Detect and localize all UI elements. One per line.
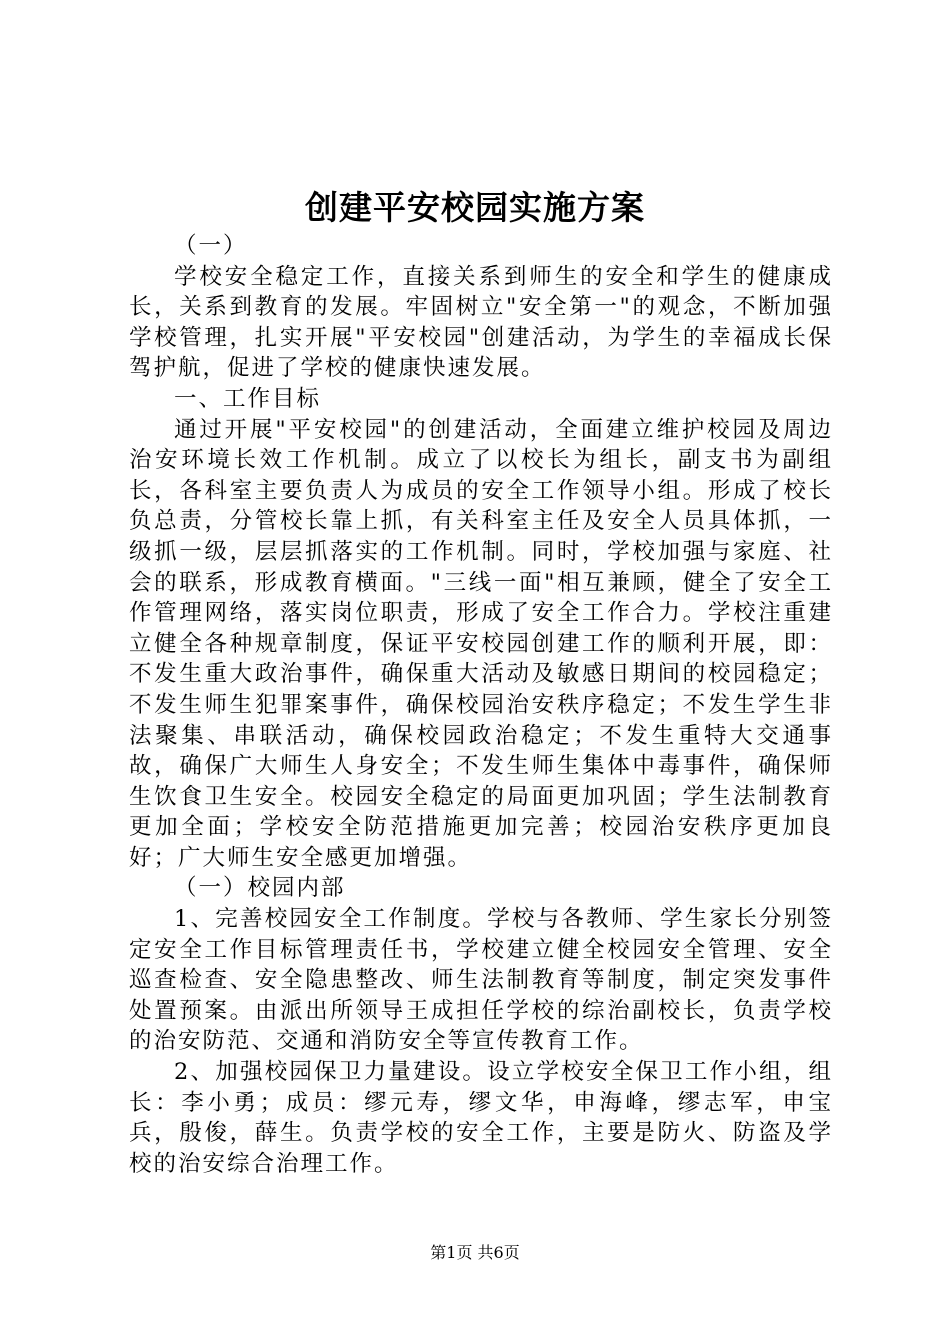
campus-item-2: 2、加强校园保卫力量建设。设立学校安全保卫工作小组，组长：李小勇；成员：缪元寿，缪文华，申海峰，缪志军，申宝兵，殷俊，薛生。负责学校的安全工作，主要是防火、防盗及学校的治安综合治理工作。: [129, 1059, 833, 1177]
intro-paragraph: 学校安全稳定工作，直接关系到师生的安全和学生的健康成长，关系到教育的发展。牢固树立"安全第一"的观念，不断加强学校管理，扎实开展"平安校园"创建活动，为学生的幸福成长保驾护航，促进了学校的健康快速发展。: [129, 263, 833, 382]
page-number-footer: 第1页 共6页: [430, 1243, 520, 1262]
section-marker: （一）: [174, 233, 248, 259]
section-heading-goals: 一、工作目标: [174, 385, 322, 412]
document-title: 创建平安校园实施方案: [305, 188, 645, 227]
goals-paragraph: 通过开展"平安校园"的创建活动，全面建立维护校园及周边治安环境长效工作机制。成立了以校长为组长，副支书为副组长，各科室主要负责人为成员的安全工作领导小组。形成了校长负总责，分管校长靠上抓，有关科室主任及安全人员具体抓，一级抓一级，层层抓落实的工作机制。同时，学校加强与家庭、社会的联系，形成教育横面。"三线一面"相互兼顾，健全了安全工作管理网络，落实岗位职责，形成了安全工作合力。学校注重建立健全各种规章制度，保证平安校园创建工作的顺利开展，即：不发生重大政治事件，确保重大活动及敏感日期间的校园稳定；不发生师生犯罪案事件，确保校园治安秩序稳定；不发生学生非法聚集、串联活动，确保校园政治稳定；不发生重特大交通事故，确保广大师生人身安全；不发生师生集体中毒事件，确保师生饮食卫生安全。校园安全稳定的局面更加巩固；学生法制教育更加全面；学校安全防范措施更加完善；校园治安秩序更加良好；广大师生安全感更加增强。: [129, 416, 833, 871]
campus-item-1: 1、完善校园安全工作制度。学校与各教师、学生家长分别签定安全工作目标管理责任书，学校建立健全校园安全管理、安全巡查检查、安全隐患整改、师生法制教育等制度，制定突发事件处置预案。由派出所领导王成担任学校的综治副校长，负责学校的治安防范、交通和消防安全等宣传教育工作。: [129, 906, 833, 1055]
subsection-heading-campus: （一）校园内部: [174, 875, 346, 902]
document-body: [129, 231, 833, 1179]
